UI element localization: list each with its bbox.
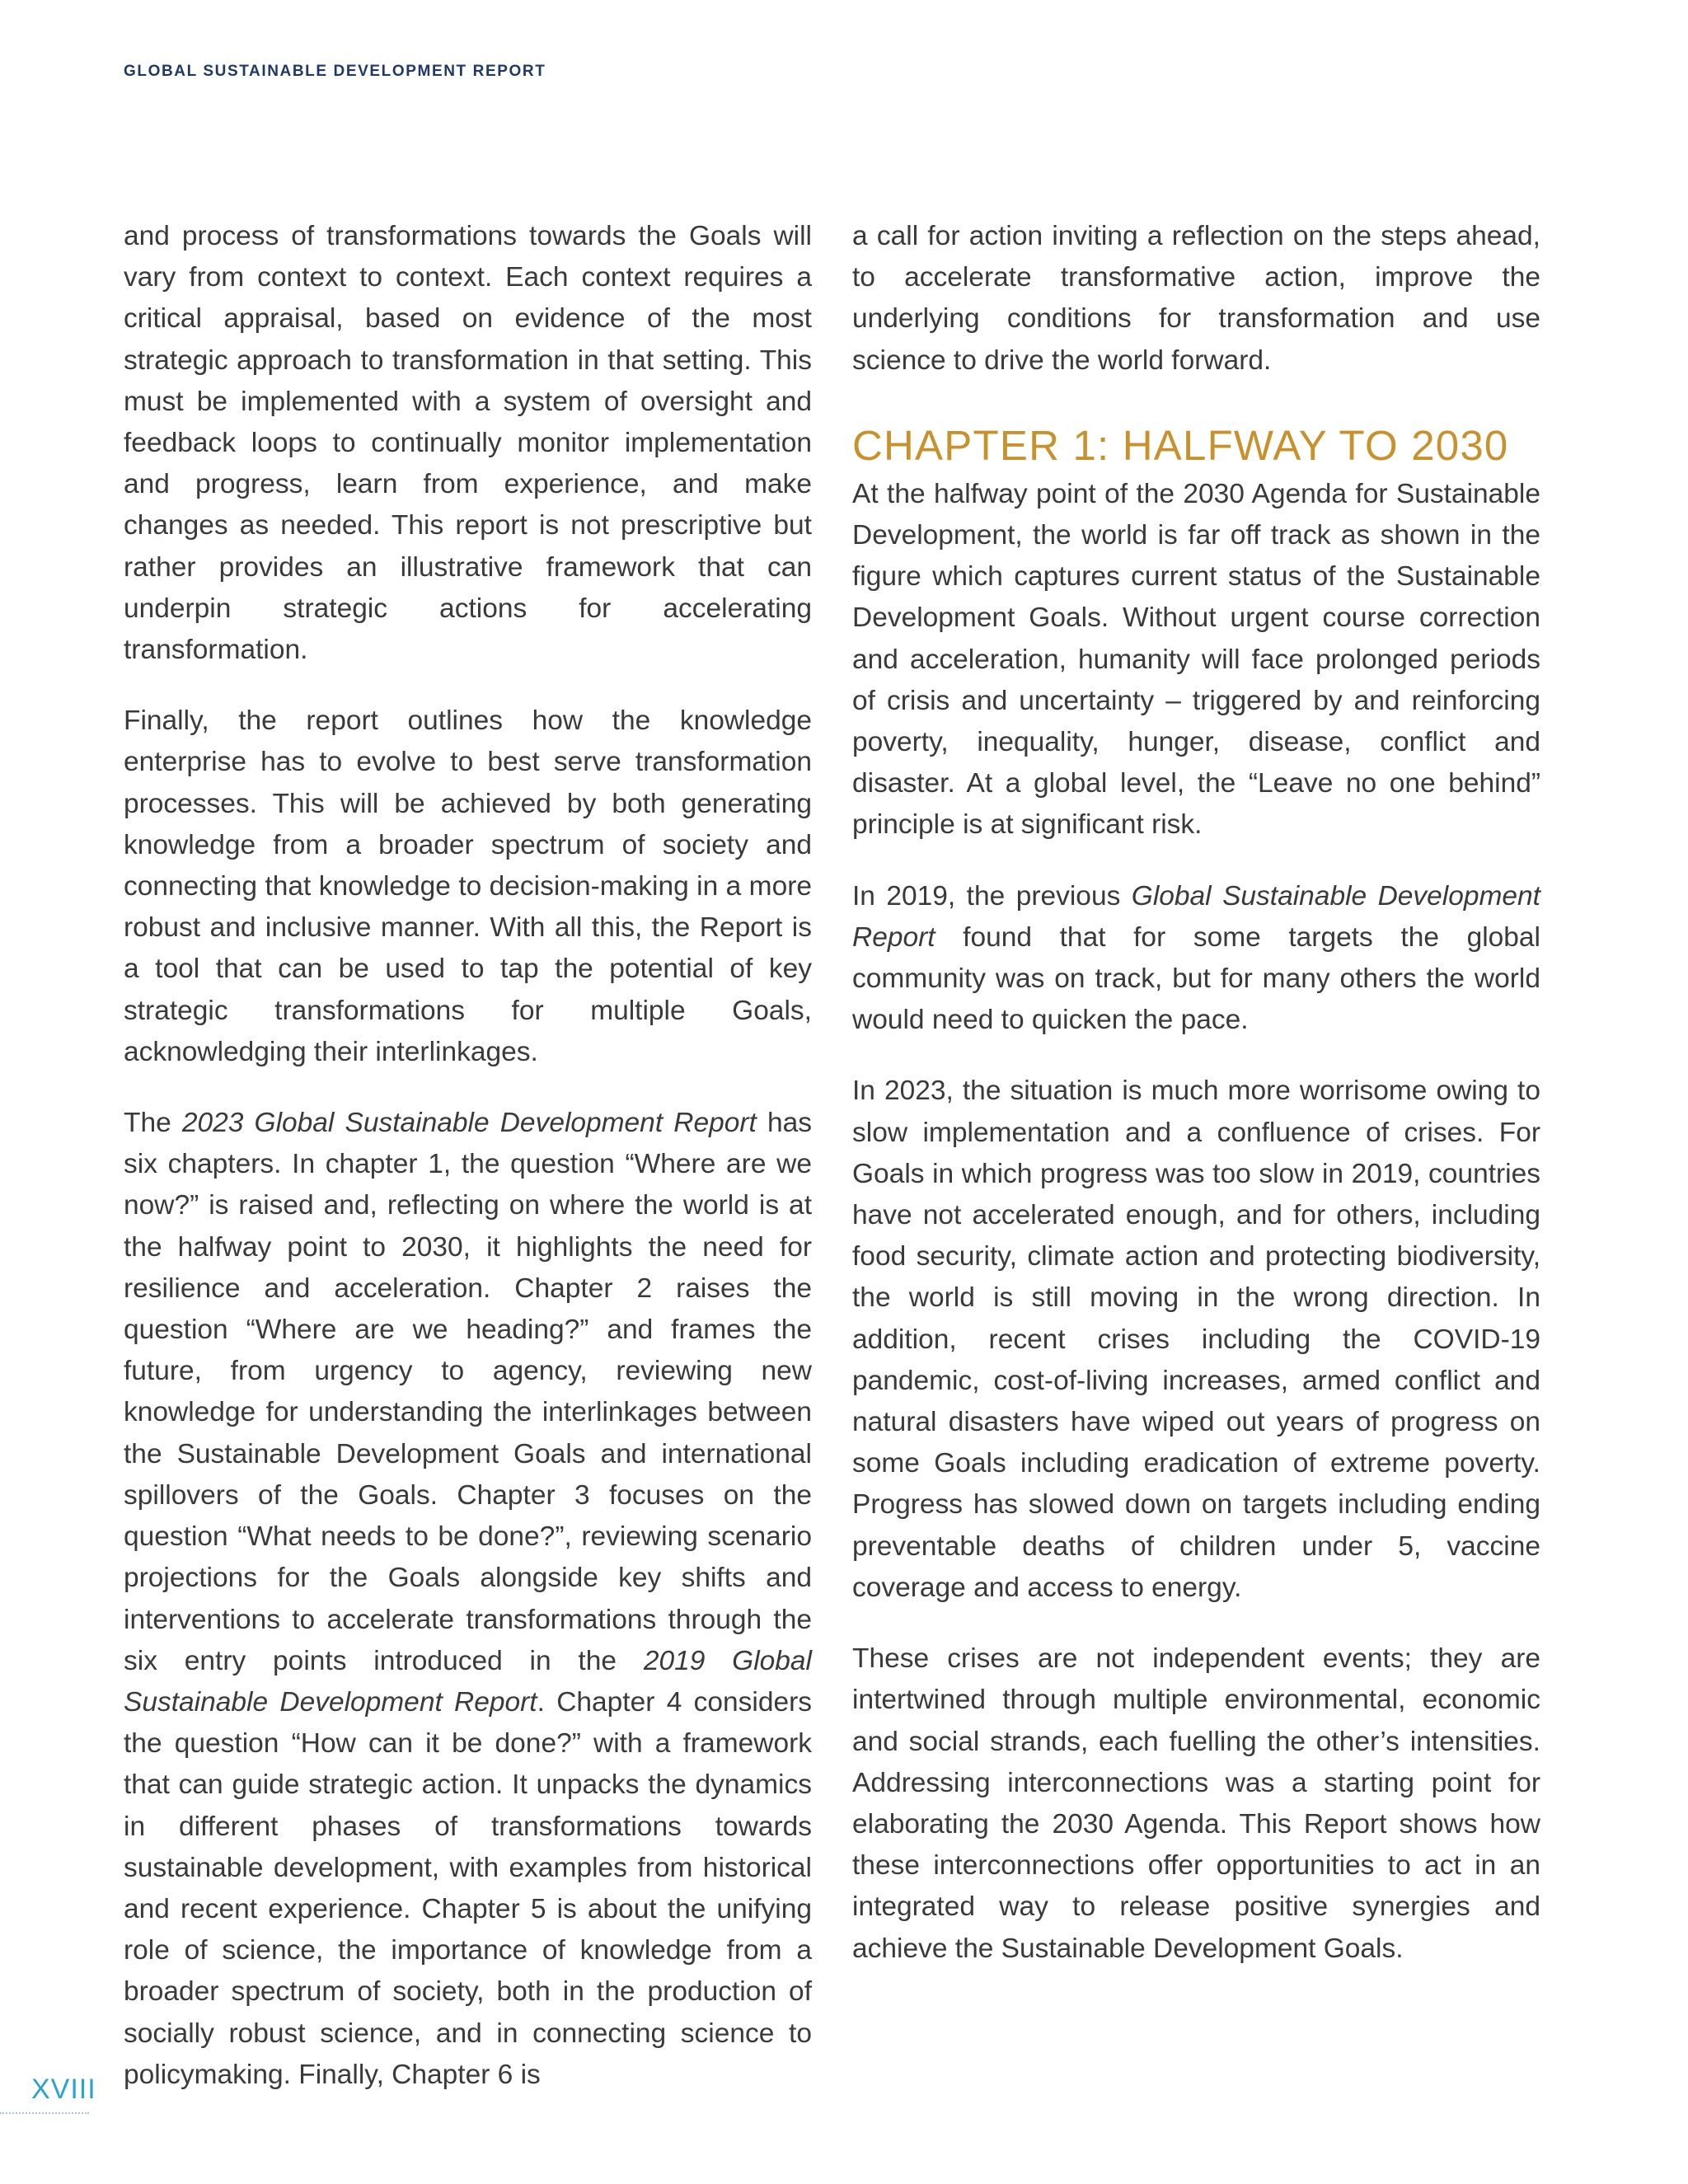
right-paragraph-2: At the halfway point of the 2030 Agenda for Sustainable Development, the world is far off track as shown in the figure which captures current status of the Sustainable Development Goals. Without urgent course correction and acceleration, humanity will face prolonged periods of crisis and uncertainty – triggered by and reinforcing poverty, inequality, hunger, disease, conflict and disaster. At a global level, the “Leave no one behind” principle is at significant risk. xyxy=(852,478,1540,841)
page-number-rule xyxy=(0,2112,89,2114)
report-title-italic: 2019 Global Sustainable Development Report xyxy=(124,1645,812,1718)
right-paragraph-5: These crises are not independent events; they are intertwined through multiple environmental, economic and social strands, each fuelling the other’s intensities. Addressing interconnections was a starting point for elaborating the 2030 Agenda. This Report shows how these interconnections offer opportunities to act in an integrated way to release positive synergies and achieve the Sustainable Development Goals. xyxy=(852,1643,1540,1964)
text-run: The xyxy=(124,1108,182,1139)
running-header: GLOBAL SUSTAINABLE DEVELOPMENT REPORT xyxy=(124,63,546,80)
text-run: has six chapters. In chapter 1, the question “Where are we now?” is raised and, reflecting on where the world is at the halfway point to 2030, it highlights the need for resilience and acceleration. Chapter 2 raises the question “Where are we heading?” and frames the future, from urgency to agency, reviewing new knowledge for understanding the interlinkages between the Sustainable Development Goals and international spillovers of the Goals. Chapter 3 focuses on the question “What needs to be done?”, reviewing scenario projections for the Goals alongside key shifts and interventions to accelerate transformations through the six entry points introduced in the xyxy=(124,1108,812,1676)
text-run: In 2019, the previous xyxy=(852,880,1132,912)
right-column xyxy=(852,216,1540,1970)
page-number: XVIII xyxy=(31,2074,96,2105)
right-paragraph-4: In 2023, the situation is much more worrisome owing to slow implementation and a confluence of crises. For Goals in which progress was too slow in 2019, countries have not accelerated enough, and for others, including food security, climate action and protecting biodiversity, the world is still moving in the wrong direction. In addition, recent crises including the COVID-19 pandemic, cost-of-living increases, armed conflict and natural disasters have wiped out years of progress on some Goals including eradication of extreme poverty. Progress has slowed down on targets including ending preventable deaths of children under 5, vaccine coverage and access to energy. xyxy=(852,1076,1540,1603)
left-paragraph-3 xyxy=(124,1103,812,2096)
report-title-italic: 2023 Global Sustainable Development Report xyxy=(181,1108,757,1139)
left-paragraph-1: and process of transformations towards the Goals will vary from context to context. Each context requires a critical appraisal, based on evidence of the most strategic approach to transformation in that setting. This must be implemented with a system of oversight and feedback loops to continually monitor implementation and progress, learn from experience, and make changes as needed. This report is not prescriptive but rather provides an illustrative framework that can underpin strategic actions for accelerating transformation. xyxy=(124,221,812,666)
right-paragraph-3 xyxy=(852,876,1540,1042)
text-run: . Chapter 4 considers the question “How can it be done?” with a framework that can guide strategic action. It unpacks the dynamics in different phases of transformations towards sustainable development, with examples from historical and recent experience. Chapter 5 is about the unifying role of science, the importance of knowledge from a broader spectrum of society, both in the production of socially robust science, and in connecting science to policymaking. Finally, Chapter 6 is xyxy=(124,1686,812,2090)
chapter-heading: CHAPTER 1: HALFWAY TO 2030 xyxy=(852,421,1509,469)
right-paragraph-1: a call for action inviting a reflection on the steps ahead, to accelerate transformative action, improve the underlying conditions for transformation and use science to drive the world forward. xyxy=(852,221,1540,376)
left-paragraph-2: Finally, the report outlines how the knowledge enterprise has to evolve to best serve transformation processes. This will be achieved by both generating knowledge from a broader spectrum of society and connecting that knowledge to decision-making in a more robust and inclusive manner. With all this, the Report is a tool that can be used to tap the potential of key strategic transformations for multiple Goals, acknowledging their interlinkages. xyxy=(124,705,812,1067)
left-column xyxy=(124,216,812,2096)
text-run: found that for some targets the global community was on track, but for many others the world would need to quicken the pace. xyxy=(852,921,1540,1036)
report-title-italic: Global Sustainable Development Report xyxy=(852,880,1540,953)
